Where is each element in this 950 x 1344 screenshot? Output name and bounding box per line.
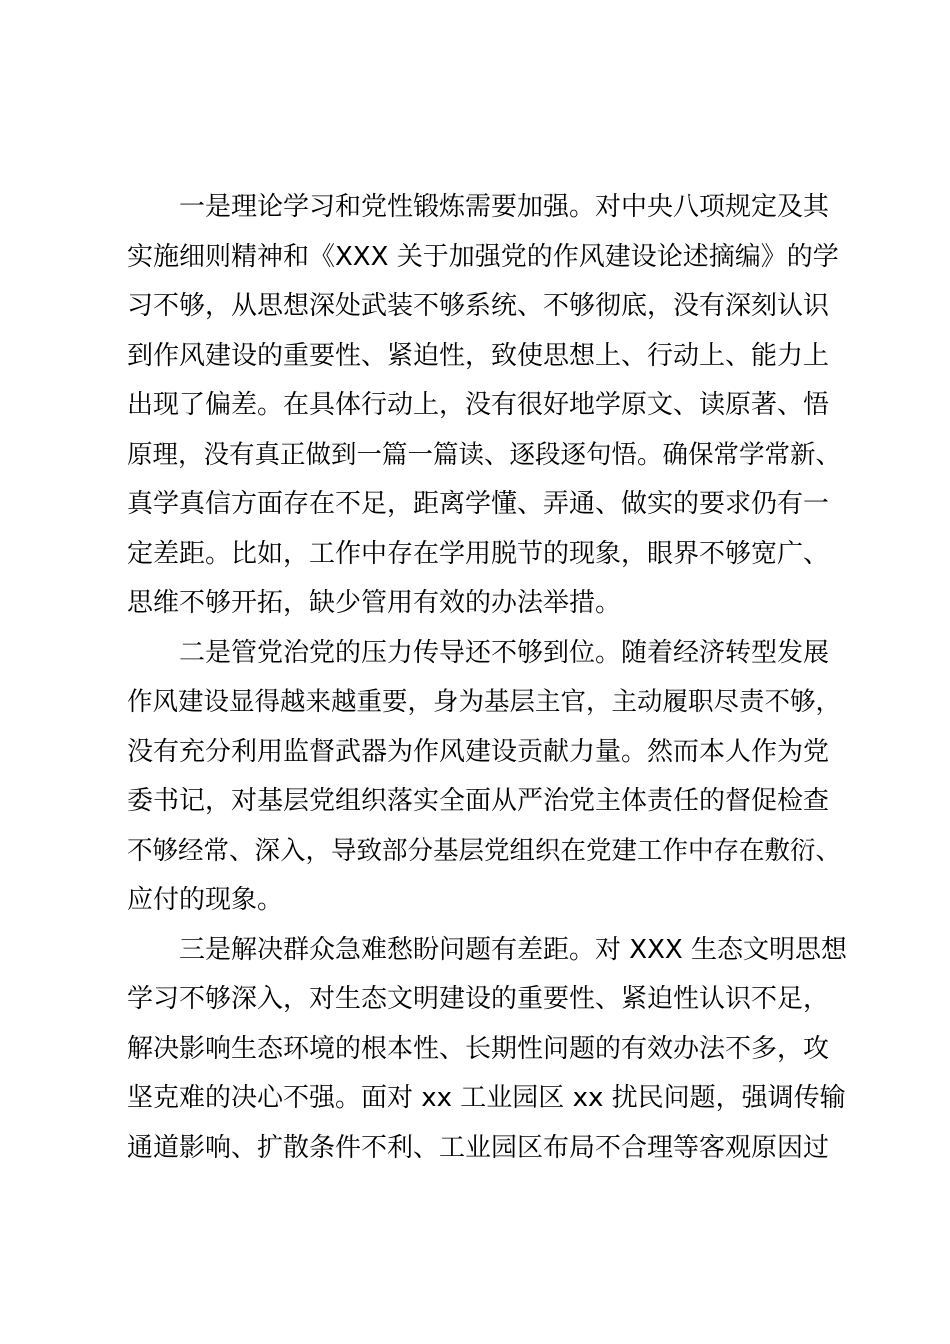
text-line: 实施细则精神和《XXX 关于加强党的作风建设论述摘编》的学 [127, 241, 839, 272]
document-body [127, 183, 852, 1173]
text-line: 没有充分利用监督武器为作风建设贡献力量。然而本人作为党 [127, 736, 830, 767]
text-line: 不够经常、深入，导致部分基层党组织在党建工作中存在敷衍、 [127, 835, 842, 866]
text-line: 学习不够深入，对生态文明建设的重要性、紧迫性认识不足， [127, 984, 830, 1014]
paragraph-2 [127, 629, 852, 926]
text-line: 定差距。比如，工作中存在学用脱节的现象，眼界不够宽广、 [127, 538, 830, 569]
text-line: 原理，没有真正做到一篇一篇读、逐段逐句悟。确保常学常新、 [127, 439, 842, 470]
text-line: 到作风建设的重要性、紧迫性，致使思想上、行动上、能力上 [127, 340, 830, 371]
text-line: 二是管党治党的压力传导还不够到位。随着经济转型发展 [179, 637, 830, 668]
text-line: 真学真信方面存在不足，距离学懂、弄通、做实的要求仍有一 [127, 489, 830, 519]
text-line: 坚克难的决心不强。面对 xx 工业园区 xx 扰民问题，强调传输 [127, 1083, 846, 1113]
paragraph-3 [127, 926, 852, 1174]
text-line: 应付的现象。 [127, 885, 284, 915]
paragraph-1 [127, 183, 852, 629]
text-line: 委书记，对基层党组织落实全面从严治党主体责任的督促检查 [127, 786, 830, 816]
text-line: 思维不够开拓，缺少管用有效的办法举措。 [127, 588, 622, 618]
text-line: 三是解决群众急难愁盼问题有差距。对 XXX 生态文明思想 [179, 934, 847, 965]
text-line: 解决影响生态环境的根本性、长期性问题的有效办法不多，攻 [127, 1033, 830, 1064]
text-line: 出现了偏差。在具体行动上，没有很好地学原文、读原著、悟 [127, 390, 830, 420]
text-line: 习不够，从思想深处武装不够系统、不够彻底，没有深刻认识 [127, 291, 830, 321]
text-line: 作风建设显得越来越重要，身为基层主官，主动履职尽责不够， [127, 687, 842, 717]
text-line: 通道影响、扩散条件不利、工业园区布局不合理等客观原因过 [127, 1132, 830, 1163]
text-line: 一是理论学习和党性锻炼需要加强。对中央八项规定及其 [179, 192, 830, 222]
